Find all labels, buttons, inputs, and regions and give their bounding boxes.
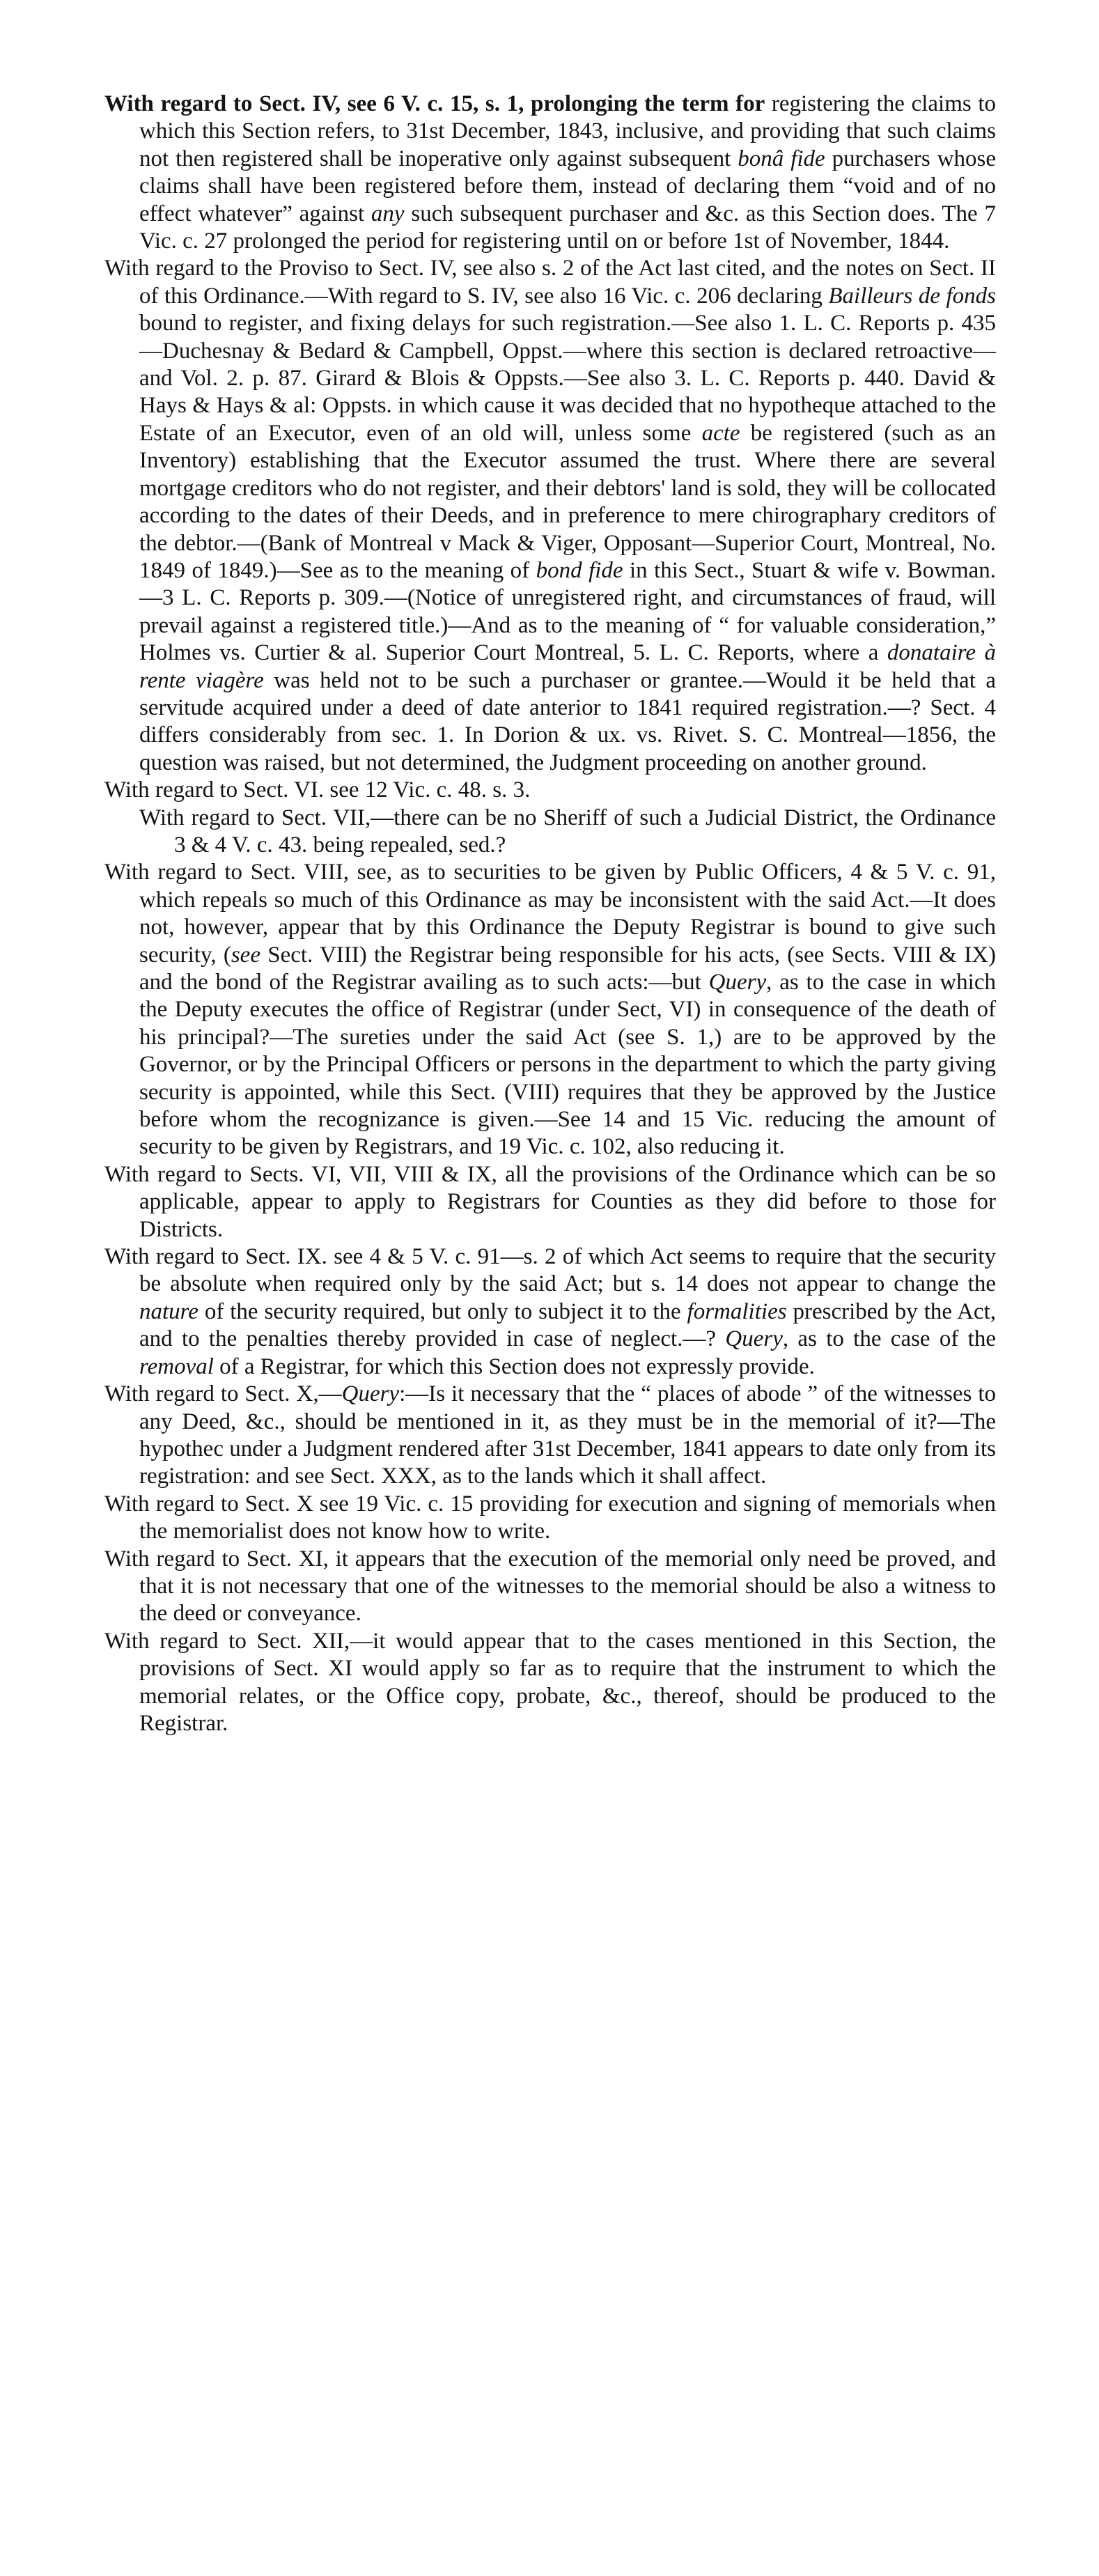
note-proviso-sect-iv bbox=[104, 255, 996, 777]
text-run: , as to the case in which the Deputy executes the office of Registrar (under Sect, VI) in consequence of the death of his principal?—The sureties under the said Act (see S. 1,) are to be approved by the Governor, or by the Principal Officers or persons in the department to which the party giving security is appointed, while this Sect. (VIII) requires that they be approved by the Justice before whom the recognizance is given.—See 14 and 15 Vic. reducing the amount of security to be given by Registrars, and 19 Vic. c. 102, also reducing it. bbox=[139, 970, 996, 1160]
text-run: prescribed by the Act, and to the penalties thereby provided in case of neglect.—? bbox=[139, 1298, 996, 1352]
text-run: With regard to the Proviso to Sect. IV, see also s. 2 of the Act last cited, and the notes on Sect. II of this Ordinance.—With regard to S. IV, see also 16 Vic. c. 206 declaring bbox=[104, 256, 996, 309]
note-sect-vii bbox=[104, 805, 996, 860]
text-run: With regard to Sect. VIII, see, as to securities to be given by Public Officers, 4 & 5 V. c. 91, which repeals so much of this Ordinance as may be inconsistent with the said Act.—It does not, however, appear that by this Ordinance the Deputy Registrar is bound to give such security, ( bbox=[104, 860, 996, 968]
text-run: was held not to be such a purchaser or grantee.—Would it be held that a servitude acquired under a deed of date anterior to 1841 required registration.—? Sect. 4 differs considerably from sec. 1. In Dorion & ux. vs. Rivet. S. C. Montreal—1856, the question was raised, but not determined, the Judgment proceeding on another ground. bbox=[139, 667, 996, 775]
italic-text: donataire à rente viagère bbox=[139, 640, 996, 693]
text-run: With regard to Sect. X see 19 Vic. c. 15 providing for execution and signing of memorials when the memorialist does not know how to write. bbox=[104, 1491, 996, 1544]
text-run: of the security required, but only to subject it to the bbox=[198, 1298, 687, 1324]
italic-text: nature bbox=[139, 1298, 198, 1324]
italic-text: Query bbox=[341, 1381, 400, 1407]
italic-text: removal bbox=[139, 1353, 214, 1379]
italic-text: any bbox=[371, 201, 405, 226]
text-run: With regard to Sect. VI. see 12 Vic. c. 48. s. 3. bbox=[104, 777, 531, 803]
text-run: registering the claims to which this Section refers, to 31st December, 1843, inclusive, and providing that such claims not then registered shall be inoperative only against subsequent bbox=[139, 91, 996, 171]
text-run: of a Registrar, for which this Section does not expressly provide. bbox=[213, 1353, 815, 1379]
text-run: in this Sect., Stuart & wife v. Bowman.—3 L. C. Reports p. 309.—(Notice of unregistered right, and circumstances of fraud, will prevail against a registered title.)—And as to the meaning of “ for valuable consideration,” Holmes vs. Curtier & al. Superior Court Montreal, 5. L. C. Reports, where a bbox=[139, 557, 997, 666]
text-run: such subsequent purchaser and &c. as this Section does. The 7 Vic. c. 27 prolonged the period for registering until on or before 1st of November, 1844. bbox=[139, 201, 996, 254]
italic-text: see bbox=[231, 942, 260, 968]
note-sect-vi bbox=[104, 777, 996, 804]
text-run: purchasers whose claims shall have been registered before them, instead of declaring them “void and of no effect whatever” against bbox=[139, 146, 997, 226]
italic-text: Query bbox=[725, 1326, 783, 1352]
text-run: With regard to Sect. XII,—it would appear that to the cases mentioned in this Section, the provisions of Sect. XI would apply so far as to require that the instrument to which the memorial relates, or the Office copy, probate, &c., thereof, should be produced to the Registrar. bbox=[104, 1628, 996, 1736]
note-sect-x-query bbox=[104, 1381, 996, 1491]
text-run: With regard to Sect. VII,—there can be no Sheriff of such a Judicial District, the Ordinance 3 & 4 V. c. 43. being repealed, sed.? bbox=[139, 805, 996, 858]
text-run: With regard to Sect. X,— bbox=[104, 1381, 342, 1407]
note-sect-iv-6v bbox=[104, 91, 996, 255]
text-run: :—Is it necessary that the “ places of abode ” of the witnesses to any Deed, &c., should be mentioned in it, as they must be in the memorial of it?—The hypothec under a Judgment rendered after 31st December, 1841 appears to date only from its registration: and see Sect. XXX, as to the lands which it shall affect. bbox=[139, 1381, 996, 1489]
italic-text: bonâ fide bbox=[738, 146, 825, 171]
note-sect-ix bbox=[104, 1243, 996, 1381]
text-run: Sect. VIII) the Registrar being responsible for his acts, (see Sects. VIII & IX) and the bond of the Registrar availing as to such acts:—but bbox=[139, 942, 996, 995]
note-sect-xi bbox=[104, 1546, 996, 1628]
note-sects-vi-to-ix bbox=[104, 1161, 996, 1243]
italic-text: formalities bbox=[687, 1298, 787, 1324]
bold-text: With regard to Sect. IV, see 6 V. c. 15, s. 1, prolonging the term for bbox=[104, 91, 765, 116]
italic-text: Query bbox=[708, 970, 767, 995]
italic-text: Bailleurs de fonds bbox=[828, 283, 997, 309]
italic-text: bond fide bbox=[536, 557, 623, 583]
document-page bbox=[104, 91, 996, 2501]
text-run: , as to the case of the bbox=[782, 1326, 997, 1352]
text-run: With regard to Sect. IX. see 4 & 5 V. c. 91—s. 2 of which Act seems to require that the security be absolute when required only by the said Act; but s. 14 does not appear to change the bbox=[104, 1244, 996, 1297]
note-sect-viii bbox=[104, 859, 996, 1161]
note-sect-xii bbox=[104, 1628, 996, 1738]
note-sect-x-19vic bbox=[104, 1491, 996, 1546]
italic-text: acte bbox=[701, 420, 740, 446]
text-run: be registered (such as an Inventory) establishing that the Executor assumed the trust. Where there are several mortgage creditors who do not register, and their debtors' land is sold, they will be collocated according to the dates of their Deeds, and in preference to mere chirographary creditors of the debtor.—(Bank of Montreal v Mack & Viger, Opposant—Superior Court, Montreal, No. 1849 of 1849.)—See as to the meaning of bbox=[139, 420, 996, 583]
text-run: With regard to Sect. XI, it appears that the execution of the memorial only need be proved, and that it is not necessary that one of the witnesses to the memorial should be also a witness to the deed or conveyance. bbox=[104, 1546, 996, 1627]
text-run: With regard to Sects. VI, VII, VIII & IX, all the provisions of the Ordinance which can be so applicable, appear to apply to Registrars for Counties as they did before to those for Districts. bbox=[104, 1161, 996, 1242]
text-run: bound to register, and fixing delays for such registration.—See also 1. L. C. Reports p. 435—Duchesnay & Bedard & Campbell, Oppst.—where this section is declared retroactive—and Vol. 2. p. 87. Girard & Blois & Oppsts.—See also 3. L. C. Reports p. 440. David & Hays & Hays & al: Oppsts. in which cause it was decided that no hypotheque attached to the Estate of an Executor, even of an old will, unless some bbox=[139, 311, 996, 446]
